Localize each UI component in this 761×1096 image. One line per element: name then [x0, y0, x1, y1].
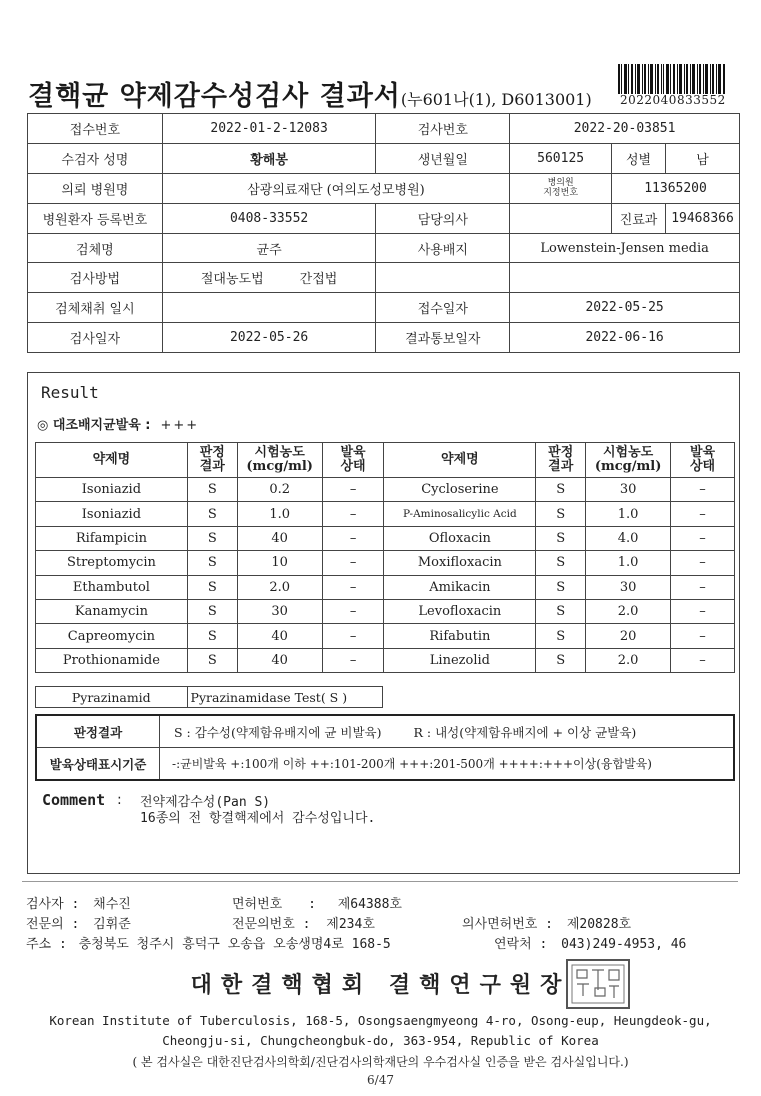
empty-cell — [376, 263, 510, 293]
info-row — [28, 173, 740, 203]
drug-name: Amikacin — [384, 575, 536, 599]
certification-note: ( 본 검사실은 대한진단검사의학회/진단검사의학재단의 우수검사실 인증을 받은 검사실입니다.) — [132, 1055, 629, 1069]
judge-legend-label: 판정결과 — [36, 715, 160, 748]
col-growth — [671, 443, 735, 478]
drug-name: Rifabutin — [384, 624, 536, 648]
address-label: 주소 : — [26, 937, 67, 952]
drug-growth: – — [671, 599, 735, 623]
license-value: 제64388호 — [337, 897, 402, 912]
hospital-code-label-line: 병의원 — [547, 178, 574, 189]
drug-name: Prothionamide — [36, 648, 188, 672]
growth-legend-label: 발육상태표시기준 — [36, 748, 160, 781]
drug-growth: – — [322, 599, 384, 623]
col-growth-line: 발육 — [340, 445, 366, 460]
col-conc-line: 시험농도 — [602, 445, 654, 460]
drug-growth: – — [322, 624, 384, 648]
drug-result: S — [536, 648, 586, 672]
info-row — [28, 323, 740, 353]
comment-colon: : — [117, 792, 122, 808]
drug-name: Streptomycin — [36, 551, 188, 575]
drug-result: S — [187, 551, 237, 575]
control-growth — [37, 414, 199, 433]
legend-table — [35, 714, 735, 781]
col-conc — [237, 443, 322, 478]
drug-result: S — [536, 624, 586, 648]
drug-name: Isoniazid — [36, 502, 188, 526]
drug-table — [35, 442, 735, 673]
sex-label: 성별 — [612, 143, 666, 173]
pyrazinamid-test: Pyrazinamidase Test( S ) — [187, 687, 382, 708]
address-value: 충청북도 청주시 흥덕구 오송읍 오송생명4로 168-5 — [78, 937, 391, 952]
contact-label: 연락처 : — [494, 937, 548, 952]
hospital-name: 삼광의료재단 (여의도성모병원) — [162, 173, 509, 203]
specimen-value: 균주 — [162, 233, 376, 263]
doctor-license-label: 의사면허번호 : — [462, 917, 554, 932]
drug-growth: – — [671, 648, 735, 672]
growth-legend-text: -:균비발육 +:100개 이하 ++:101-200개 +++:201-500개 ++++:+++이상(융합발육) — [160, 748, 734, 781]
col-drug: 약제명 — [36, 443, 188, 478]
drug-name: Moxifloxacin — [384, 551, 536, 575]
drug-name: Ethambutol — [36, 575, 188, 599]
col-growth-line: 상태 — [340, 459, 366, 474]
info-row — [28, 143, 740, 173]
hospital-code-label — [510, 173, 612, 203]
drug-name: P-Aminosalicylic Acid — [384, 502, 536, 526]
report-title — [28, 74, 592, 113]
test-no-label: 검사번호 — [376, 114, 510, 144]
drug-conc: 2.0 — [586, 648, 671, 672]
judge-legend-row — [36, 715, 734, 748]
empty-cell — [510, 263, 740, 293]
control-growth-value: +++ — [160, 418, 200, 433]
drug-growth: – — [322, 478, 384, 502]
drug-conc: 1.0 — [237, 502, 322, 526]
drug-conc: 40 — [237, 526, 322, 550]
drug-result: S — [536, 478, 586, 502]
drug-row — [36, 478, 735, 502]
drug-name: Isoniazid — [36, 478, 188, 502]
drug-growth: – — [322, 526, 384, 550]
drug-growth: – — [671, 575, 735, 599]
drug-row — [36, 599, 735, 623]
info-row — [28, 263, 740, 293]
reg-no: 0408-33552 — [162, 203, 376, 233]
drug-conc: 40 — [237, 648, 322, 672]
hospital-label: 의뢰 병원명 — [28, 173, 163, 203]
contact-line — [494, 933, 686, 952]
info-row — [28, 114, 740, 144]
comment-line: 전약제감수성(Pan S) — [140, 795, 271, 810]
drug-result: S — [187, 526, 237, 550]
tester-line — [26, 893, 131, 912]
col-judge-line: 판정 — [548, 445, 574, 460]
doctor-label: 담당의사 — [376, 203, 510, 233]
drug-growth: – — [671, 624, 735, 648]
pyrazinamid-table — [35, 686, 383, 708]
report-date: 2022-06-16 — [510, 323, 740, 353]
drug-name: Ofloxacin — [384, 526, 536, 550]
drug-table-body — [36, 478, 735, 673]
specialist-line — [26, 913, 131, 932]
drug-row — [36, 502, 735, 526]
collect-label: 검체채취 일시 — [28, 293, 163, 323]
info-row — [28, 203, 740, 233]
drug-growth: – — [322, 551, 384, 575]
drug-growth: – — [322, 648, 384, 672]
test-date-label: 검사일자 — [28, 323, 163, 353]
drug-conc: 30 — [586, 478, 671, 502]
drug-row — [36, 551, 735, 575]
dept-label: 진료과 — [612, 203, 666, 233]
col-conc — [586, 443, 671, 478]
drug-conc: 2.0 — [237, 575, 322, 599]
report-date-label: 결과통보일자 — [376, 323, 510, 353]
drug-result: S — [187, 648, 237, 672]
collect-value — [162, 293, 376, 323]
drug-growth: – — [671, 551, 735, 575]
drug-conc: 1.0 — [586, 502, 671, 526]
received-date: 2022-05-25 — [510, 293, 740, 323]
doctor-license-line — [462, 913, 631, 932]
growth-legend-row — [36, 748, 734, 781]
drug-conc: 0.2 — [237, 478, 322, 502]
judge-s-text: S : 감수성(약제함유배지에 균 비발육) — [174, 724, 382, 740]
address-line — [26, 933, 391, 952]
drug-conc: 10 — [237, 551, 322, 575]
pyrazinamid-row — [36, 687, 383, 708]
report-code: (누601나(1), D6013001) — [400, 90, 592, 109]
col-judge-line: 결과 — [548, 459, 574, 474]
hospital-code: 11365200 — [612, 173, 740, 203]
sex-value: 남 — [666, 143, 740, 173]
info-row — [28, 293, 740, 323]
footer-divider — [22, 881, 738, 882]
drug-table-header — [36, 443, 735, 478]
result-heading: Result — [41, 383, 99, 402]
pyrazinamid-drug: Pyrazinamid — [36, 687, 188, 708]
comment-line: 16종의 전 항결핵제에서 감수성입니다. — [140, 811, 376, 826]
report-title-text: 결핵균 약제감수성검사 결과서 — [28, 81, 401, 112]
receipt-no: 2022-01-2-12083 — [162, 114, 376, 144]
drug-name: Cycloserine — [384, 478, 536, 502]
specialist-label: 전문의 : — [26, 917, 80, 932]
test-no: 2022-20-03851 — [510, 114, 740, 144]
tester-label: 검사자 : — [26, 897, 80, 912]
english-address: Korean Institute of Tuberculosis, 168-5, Osongsaengmyeong 4-ro, Osong-eup, Heungdeok-gu, — [49, 1013, 712, 1028]
specimen-label: 검체명 — [28, 233, 163, 263]
contact-value: 043)249-4953, 46 — [561, 937, 687, 952]
doctor-license: 제20828호 — [566, 917, 632, 932]
col-conc-line: (mcg/ml) — [594, 459, 662, 474]
drug-conc: 30 — [586, 575, 671, 599]
drug-result: S — [536, 502, 586, 526]
judge-legend-text — [160, 715, 734, 748]
drug-conc: 2.0 — [586, 599, 671, 623]
drug-growth: – — [671, 478, 735, 502]
drug-name: Rifampicin — [36, 526, 188, 550]
drug-result: S — [536, 575, 586, 599]
col-growth-line: 발육 — [689, 445, 716, 460]
col-judge — [536, 443, 586, 478]
drug-conc: 4.0 — [586, 526, 671, 550]
drug-result: S — [187, 478, 237, 502]
drug-row — [36, 624, 735, 648]
drug-conc: 20 — [586, 624, 671, 648]
drug-result: S — [536, 599, 586, 623]
col-growth-line: 상태 — [689, 459, 716, 474]
method-value — [162, 263, 376, 293]
received-label: 접수일자 — [376, 293, 510, 323]
license-label: 면허번호 — [232, 897, 283, 912]
patient-name-label: 수검자 성명 — [28, 143, 163, 173]
col-drug: 약제명 — [384, 443, 536, 478]
drug-row — [36, 648, 735, 672]
medium-value: Lowenstein-Jensen media — [510, 233, 740, 263]
dept-value: 19468366 — [666, 203, 740, 233]
drug-name: Levofloxacin — [384, 599, 536, 623]
drug-result: S — [187, 575, 237, 599]
drug-row — [36, 575, 735, 599]
drug-growth: – — [671, 526, 735, 550]
drug-growth: – — [322, 502, 384, 526]
drug-conc: 30 — [237, 599, 322, 623]
col-growth — [322, 443, 384, 478]
barcode-number: 2022040833552 — [620, 93, 726, 107]
page-number: 6/47 — [367, 1073, 394, 1087]
drug-result: S — [536, 526, 586, 550]
hospital-code-label-line: 지정번호 — [543, 188, 579, 199]
barcode-icon — [618, 64, 726, 94]
specialist-no-label: 전문의번호 : — [232, 917, 311, 932]
drug-growth: – — [671, 502, 735, 526]
drug-name: Capreomycin — [36, 624, 188, 648]
drug-row — [36, 526, 735, 550]
patient-info-table — [27, 113, 740, 353]
tester-name: 채수진 — [93, 897, 131, 912]
birth-value: 560125 — [510, 143, 612, 173]
license-line — [232, 893, 402, 912]
medium-label: 사용배지 — [376, 233, 510, 263]
english-address: Cheongju-si, Chungcheongbuk-do, 363-954, Republic of Korea — [162, 1033, 599, 1048]
specialist-no-line — [232, 913, 375, 932]
patient-name: 황해봉 — [162, 143, 376, 173]
method-label: 검사방법 — [28, 263, 163, 293]
col-conc-line: 시험농도 — [254, 445, 305, 460]
drug-name: Linezolid — [384, 648, 536, 672]
specialist-no: 제234호 — [326, 917, 375, 932]
organization-name: 대한결핵협회 결핵연구원장 — [190, 972, 571, 998]
judge-r-text: R : 내성(약제함유배지에 + 이상 균발육) — [413, 724, 637, 740]
info-row — [28, 233, 740, 263]
col-judge-line: 판정 — [199, 445, 225, 460]
col-judge — [187, 443, 237, 478]
drug-result: S — [187, 624, 237, 648]
drug-result: S — [536, 551, 586, 575]
test-date: 2022-05-26 — [162, 323, 376, 353]
col-judge-line: 결과 — [199, 459, 225, 474]
reg-no-label: 병원환자 등록번호 — [28, 203, 163, 233]
drug-growth: – — [322, 575, 384, 599]
comment-label: Comment — [42, 791, 106, 809]
method-1: 절대농도법 — [200, 272, 264, 288]
drug-result: S — [187, 599, 237, 623]
drug-result: S — [187, 502, 237, 526]
license-colon: : — [308, 897, 316, 912]
birth-label: 생년월일 — [376, 143, 510, 173]
control-growth-label: ◎ 대조배지균발육 : — [37, 418, 151, 433]
method-2: 간접법 — [299, 272, 338, 288]
receipt-no-label: 접수번호 — [28, 114, 163, 144]
col-conc-line: (mcg/ml) — [246, 459, 313, 474]
specialist-name: 김휘준 — [93, 917, 131, 932]
drug-name: Kanamycin — [36, 599, 188, 623]
doctor-value — [510, 203, 612, 233]
drug-conc: 40 — [237, 624, 322, 648]
drug-conc: 1.0 — [586, 551, 671, 575]
